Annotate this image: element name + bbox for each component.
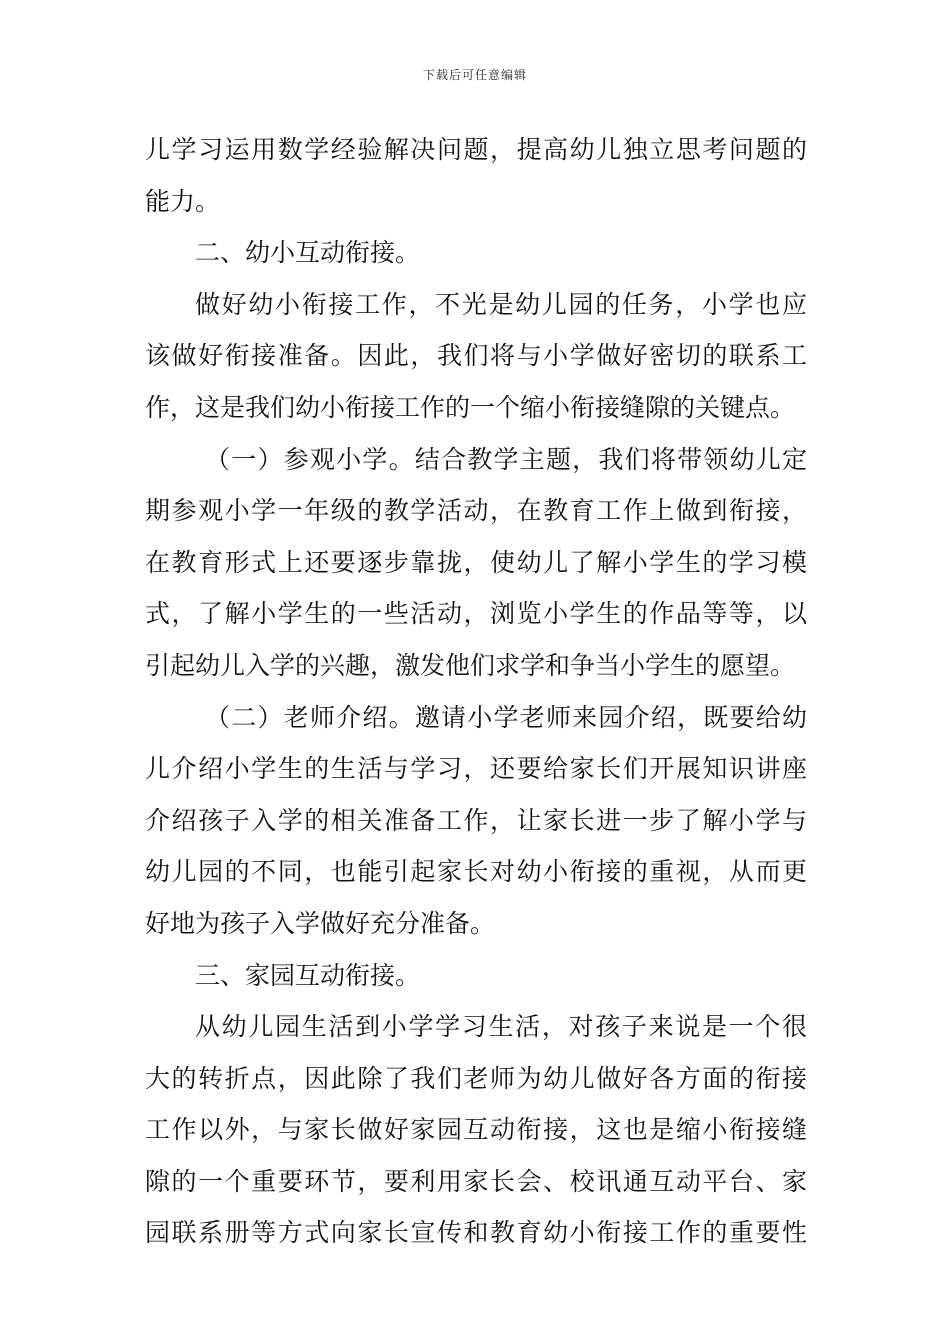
section-heading: 二、幼小互动衔接。 [195,238,421,268]
text-line: 期参观小学一年级的教学活动，在教育工作上做到衔接， [145,496,807,526]
text-line: 式，了解小学生的一些活动，浏览小学生的作品等等，以 [145,599,807,629]
text-line: 能力。 [145,186,221,216]
text-line: 作，这是我们幼小衔接工作的一个缩小衔接缝隙的关键点。 [145,392,796,422]
text-line: 在教育形式上还要逐步靠拢，使幼儿了解小学生的学习模 [145,547,807,577]
text-line: 做好幼小衔接工作，不光是幼儿园的任务，小学也应 [195,289,807,319]
text-line: 大的转折点，因此除了我们老师为幼儿做好各方面的衔接 [145,1063,807,1093]
subsection-line: （二）老师介绍。邀请小学老师来园介绍，既要给幼 [205,702,807,732]
text-line: 该做好衔接准备。因此，我们将与小学做好密切的联系工 [145,341,807,371]
text-line: 从幼儿园生活到小学学习生活，对孩子来说是一个很 [195,1012,807,1042]
text-line: 介绍孩子入学的相关准备工作，让家长进一步了解小学与 [145,805,807,835]
text-line: 幼儿园的不同，也能引起家长对幼小衔接的重视，从而更 [145,857,807,887]
page-header: 下载后可任意编辑 [422,68,527,82]
text-line: 工作以外，与家长做好家园互动衔接，这也是缩小衔接缝 [145,1115,807,1145]
section-heading: 三、家园互动衔接。 [195,960,421,990]
document-body [145,124,807,1259]
subsection-line: （一）参观小学。结合教学主题，我们将带领幼儿定 [205,444,807,474]
text-line: 儿学习运用数学经验解决问题，提高幼儿独立思考问题的 [145,135,807,164]
text-line: 好地为孩子入学做好充分准备。 [145,908,496,938]
text-line: 园联系册等方式向家长宣传和教育幼小衔接工作的重要性 [145,1218,807,1248]
text-line: 隙的一个重要环节，要利用家长会、校讯通互动平台、家 [145,1166,807,1196]
text-line: 儿介绍小学生的生活与学习，还要给家长们开展知识讲座 [145,754,807,784]
text-line: 引起幼儿入学的兴趣，激发他们求学和争当小学生的愿望。 [145,650,796,680]
